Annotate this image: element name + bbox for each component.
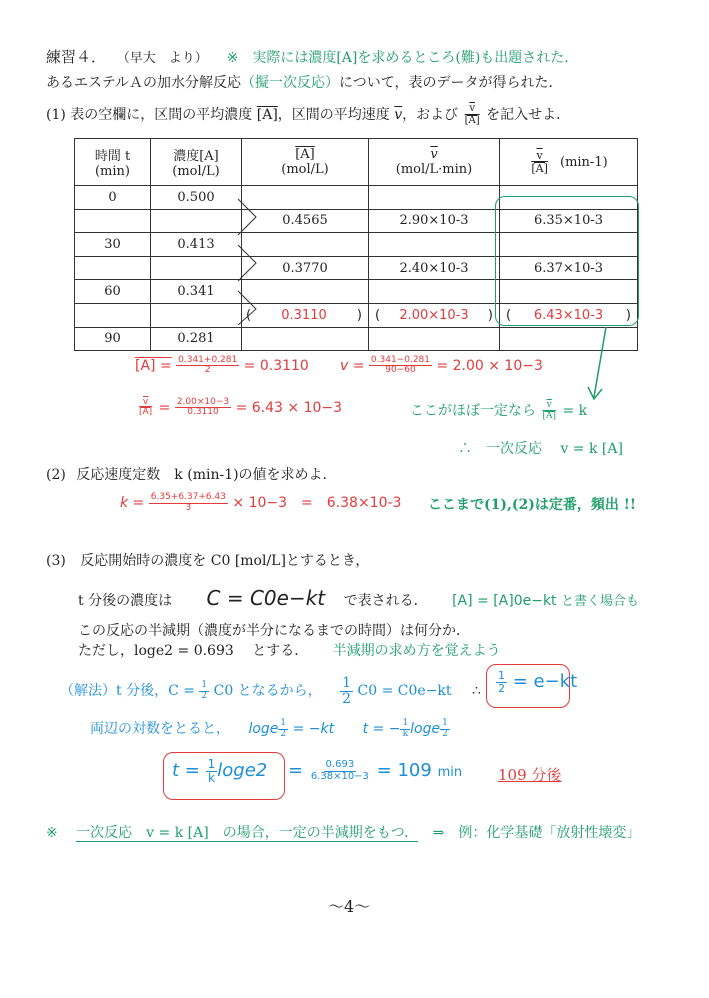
question-2: (2) 反応速度定数 k (min-1)の値を求めよ．: [46, 467, 337, 483]
table-row: 0.3770 2.40×10-3 6.37×10-3: [75, 256, 638, 280]
table-row: 90 0.281: [75, 327, 638, 351]
intro-line: [46, 72, 562, 92]
table-row: 0 0.500: [75, 186, 638, 210]
page-number: ～4～: [328, 897, 371, 916]
header-time: 時間 t (min): [75, 139, 151, 186]
q1-ratio: $\frac{\overline{v}}{[A]}$: [464, 103, 480, 126]
first-order-conclusion: ∴ 一次反応 v = k [A]: [458, 441, 623, 457]
header-avg-rate: $\overline{v}$ (mol/L·min): [369, 139, 500, 186]
exam-note: ※ 実際には濃度[A]を求めるところ(難)も出題された．: [226, 50, 579, 66]
ratio-calc: $\frac{\overline{v}}{[A]}$ = $\frac{2.00\times 10-3}{0.3110}$ = 6.43 × 10−3: [139, 397, 343, 418]
header-conc: 濃度[A] (mol/L): [151, 139, 242, 186]
q1-tail: を記入せよ．: [486, 107, 571, 123]
q1-avg-A: [A]: [256, 107, 278, 123]
intro-text: あるエステルＡの加水分解反応: [46, 75, 242, 91]
q1-and: ，および: [402, 107, 459, 123]
q3-given: ただし，loge2 = 0.693 とする． 半減期の求め方を覚えよう: [78, 643, 501, 659]
q3-concentration-line: t 分後の濃度は C = C0e−kt で表される． [A] = [A]0e−kt と書く場合も: [78, 586, 640, 610]
final-answer: 109 分後: [498, 766, 562, 784]
avg-rate-calc: v = $\frac{0.341-0.281}{90-60}$ = 2.00 × 10−3: [340, 355, 543, 376]
q3-half-life-question: この反応の半減期（濃度が半分になるまでの時間）は何分か．: [78, 623, 470, 639]
constant-ratio-highlight: [495, 196, 639, 326]
q1-mid: ，区間の平均速度: [277, 107, 390, 123]
footer-note: ※ 一次反応 v = k [A] の場合，一定の半減期をもつ． ⇒ 例：化学基礎「放射性壊変」: [46, 825, 641, 841]
table-row: 60 0.341: [75, 280, 638, 304]
exercise-heading: 練習４．: [46, 48, 107, 66]
solution-box-eq: $\frac{1}{2}$ = e−kt: [498, 669, 578, 695]
q1-text: 表の空欄に，区間の平均濃度: [70, 107, 253, 123]
header-avg-conc: [A] (mol/L): [242, 139, 369, 186]
interval-brackets: [234, 195, 264, 325]
q1-number: (1): [46, 107, 66, 123]
exercise-title: [46, 46, 578, 67]
question-3: (3) 反応開始時の濃度を C0 [mol/L]とするとき，: [46, 553, 370, 569]
t-calc: = $\frac{0.693}{6.38\times 10-3}$ = 109 min: [288, 759, 463, 782]
frequent-note: ここまで(1),(2)は定番，頻出 !!: [428, 497, 637, 513]
constant-note: ここがほぼ一定なら $\frac{\overline{v}}{[A]}$ = k: [410, 400, 588, 421]
intro-paren-note: （擬一次反応）: [241, 75, 340, 91]
t-formula: t = $\frac{1}{k}$ loge2: [172, 757, 268, 785]
avg-conc-calc: [A] = $\frac{0.341+0.281}{2}$ = 0.3110: [135, 355, 309, 376]
q1-avg-v: $\overline{v}$: [394, 107, 403, 123]
solution-line-1: （解法）t 分後，C = $\frac{1}{2}$ C0 となるから， $\frac{1}{2}$ C0 = C0e−kt ∴: [60, 675, 481, 707]
intro-tail: について，表のデータが得られた．: [339, 75, 563, 91]
table-row: 30 0.413: [75, 233, 638, 257]
exercise-source: （早大 より）: [116, 51, 208, 66]
table-row: 0.4565 2.90×10-3 6.35×10-3: [75, 209, 638, 233]
table-row: ( 0.3110 ) ( 2.00×10-3 ) ( 6.43×10-3 ): [75, 303, 638, 327]
solution-log-line: 両辺の対数をとると， loge $\frac{1}{2}$ = −kt t = − $\frac{1}{k}$ loge $\frac{1}{2}$: [90, 718, 448, 739]
k-calc: k = $\frac{6.35+6.37+6.43}{3}$ × 10−3 = 6.38×10-3: [120, 492, 402, 513]
question-1: [46, 104, 570, 126]
header-ratio: $\frac{\overline{v}}{[A]}$ (min-1): [500, 139, 638, 186]
arrow-down-icon: [586, 325, 616, 405]
